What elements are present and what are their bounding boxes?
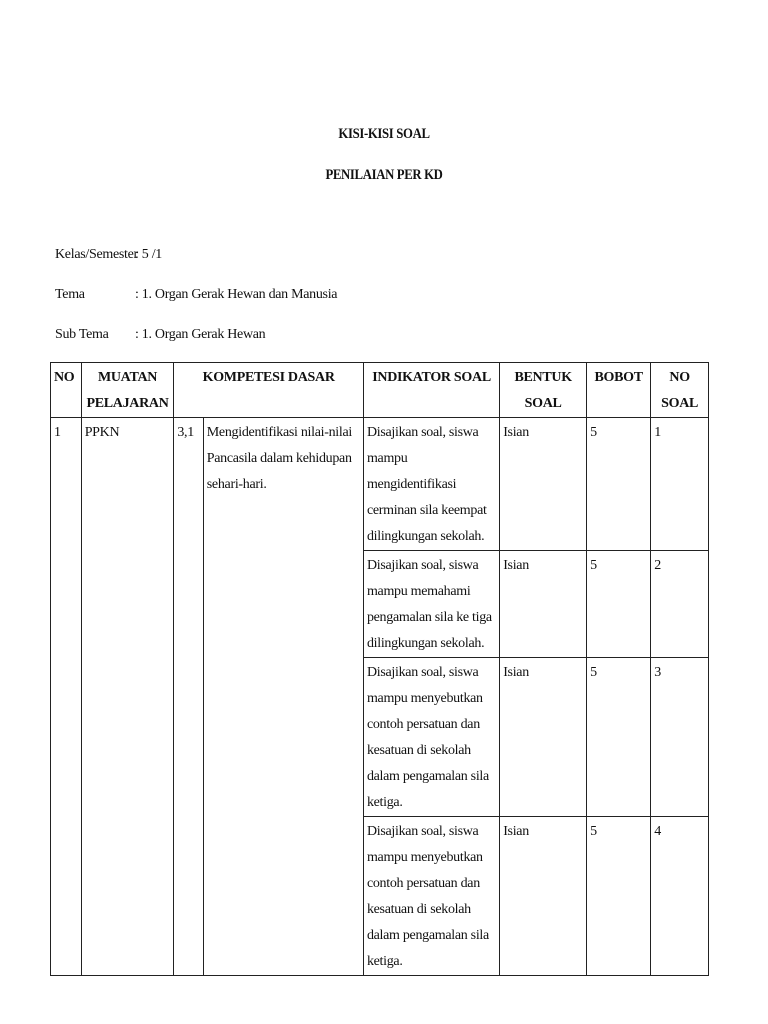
cell-muatan: PPKN xyxy=(81,418,174,976)
cell-bobot: 5 xyxy=(587,817,651,976)
cell-indikator: Disajikan soal, siswa mampu memahami pengamalan sila ke tiga dilingkungan sekolah. xyxy=(363,551,499,658)
meta-tema-value: : 1. Organ Gerak Hewan dan Manusia xyxy=(135,287,338,302)
document-subtitle: PENILAIAN PER KD xyxy=(325,167,443,183)
cell-indikator: Disajikan soal, siswa mampu mengidentifikasi cerminan sila keempat dilingkungan sekolah. xyxy=(363,418,499,551)
header-no-soal: NO SOAL xyxy=(651,363,709,418)
table-row xyxy=(51,418,709,551)
document-title: KISI-KISI SOAL xyxy=(338,126,430,142)
meta-subtema-value: : 1. Organ Gerak Hewan xyxy=(135,327,266,342)
header-kompetensi-dasar: KOMPETESI DASAR xyxy=(174,363,364,418)
meta-kelas-value: : 5 /1 xyxy=(135,247,162,262)
meta-kelas-label: Kelas/Semester xyxy=(55,247,138,262)
cell-bobot: 5 xyxy=(587,658,651,817)
meta-tema-row xyxy=(55,287,337,303)
meta-subtema-row xyxy=(55,327,265,343)
header-bentuk-soal: BENTUK SOAL xyxy=(500,363,587,418)
cell-indikator: Disajikan soal, siswa mampu menyebutkan contoh persatuan dan kesatuan di sekolah dalam pengamalan sila ketiga. xyxy=(363,658,499,817)
header-indikator: INDIKATOR SOAL xyxy=(363,363,499,418)
cell-no-soal: 2 xyxy=(651,551,709,658)
cell-no-soal: 4 xyxy=(651,817,709,976)
cell-bentuk: Isian xyxy=(500,418,587,551)
cell-bentuk: Isian xyxy=(500,551,587,658)
cell-bentuk: Isian xyxy=(500,658,587,817)
meta-tema-label: Tema xyxy=(55,287,85,302)
kisi-kisi-table xyxy=(50,362,709,976)
cell-bentuk: Isian xyxy=(500,817,587,976)
header-no: NO xyxy=(51,363,82,418)
cell-indikator: Disajikan soal, siswa mampu menyebutkan contoh persatuan dan kesatuan di sekolah dalam pengamalan sila ketiga. xyxy=(363,817,499,976)
cell-bobot: 5 xyxy=(587,551,651,658)
header-bobot: BOBOT xyxy=(587,363,651,418)
cell-kd-number: 3,1 xyxy=(174,418,203,976)
cell-no-soal: 3 xyxy=(651,658,709,817)
cell-no: 1 xyxy=(51,418,82,976)
table-header-row xyxy=(51,363,709,418)
meta-subtema-label: Sub Tema xyxy=(55,327,109,342)
cell-no-soal: 1 xyxy=(651,418,709,551)
header-muatan: MUATAN PELAJARAN xyxy=(81,363,174,418)
cell-kd-text: Mengidentifikasi nilai-nilai Pancasila dalam kehidupan sehari-hari. xyxy=(203,418,363,976)
meta-kelas-row xyxy=(55,247,162,263)
cell-bobot: 5 xyxy=(587,418,651,551)
